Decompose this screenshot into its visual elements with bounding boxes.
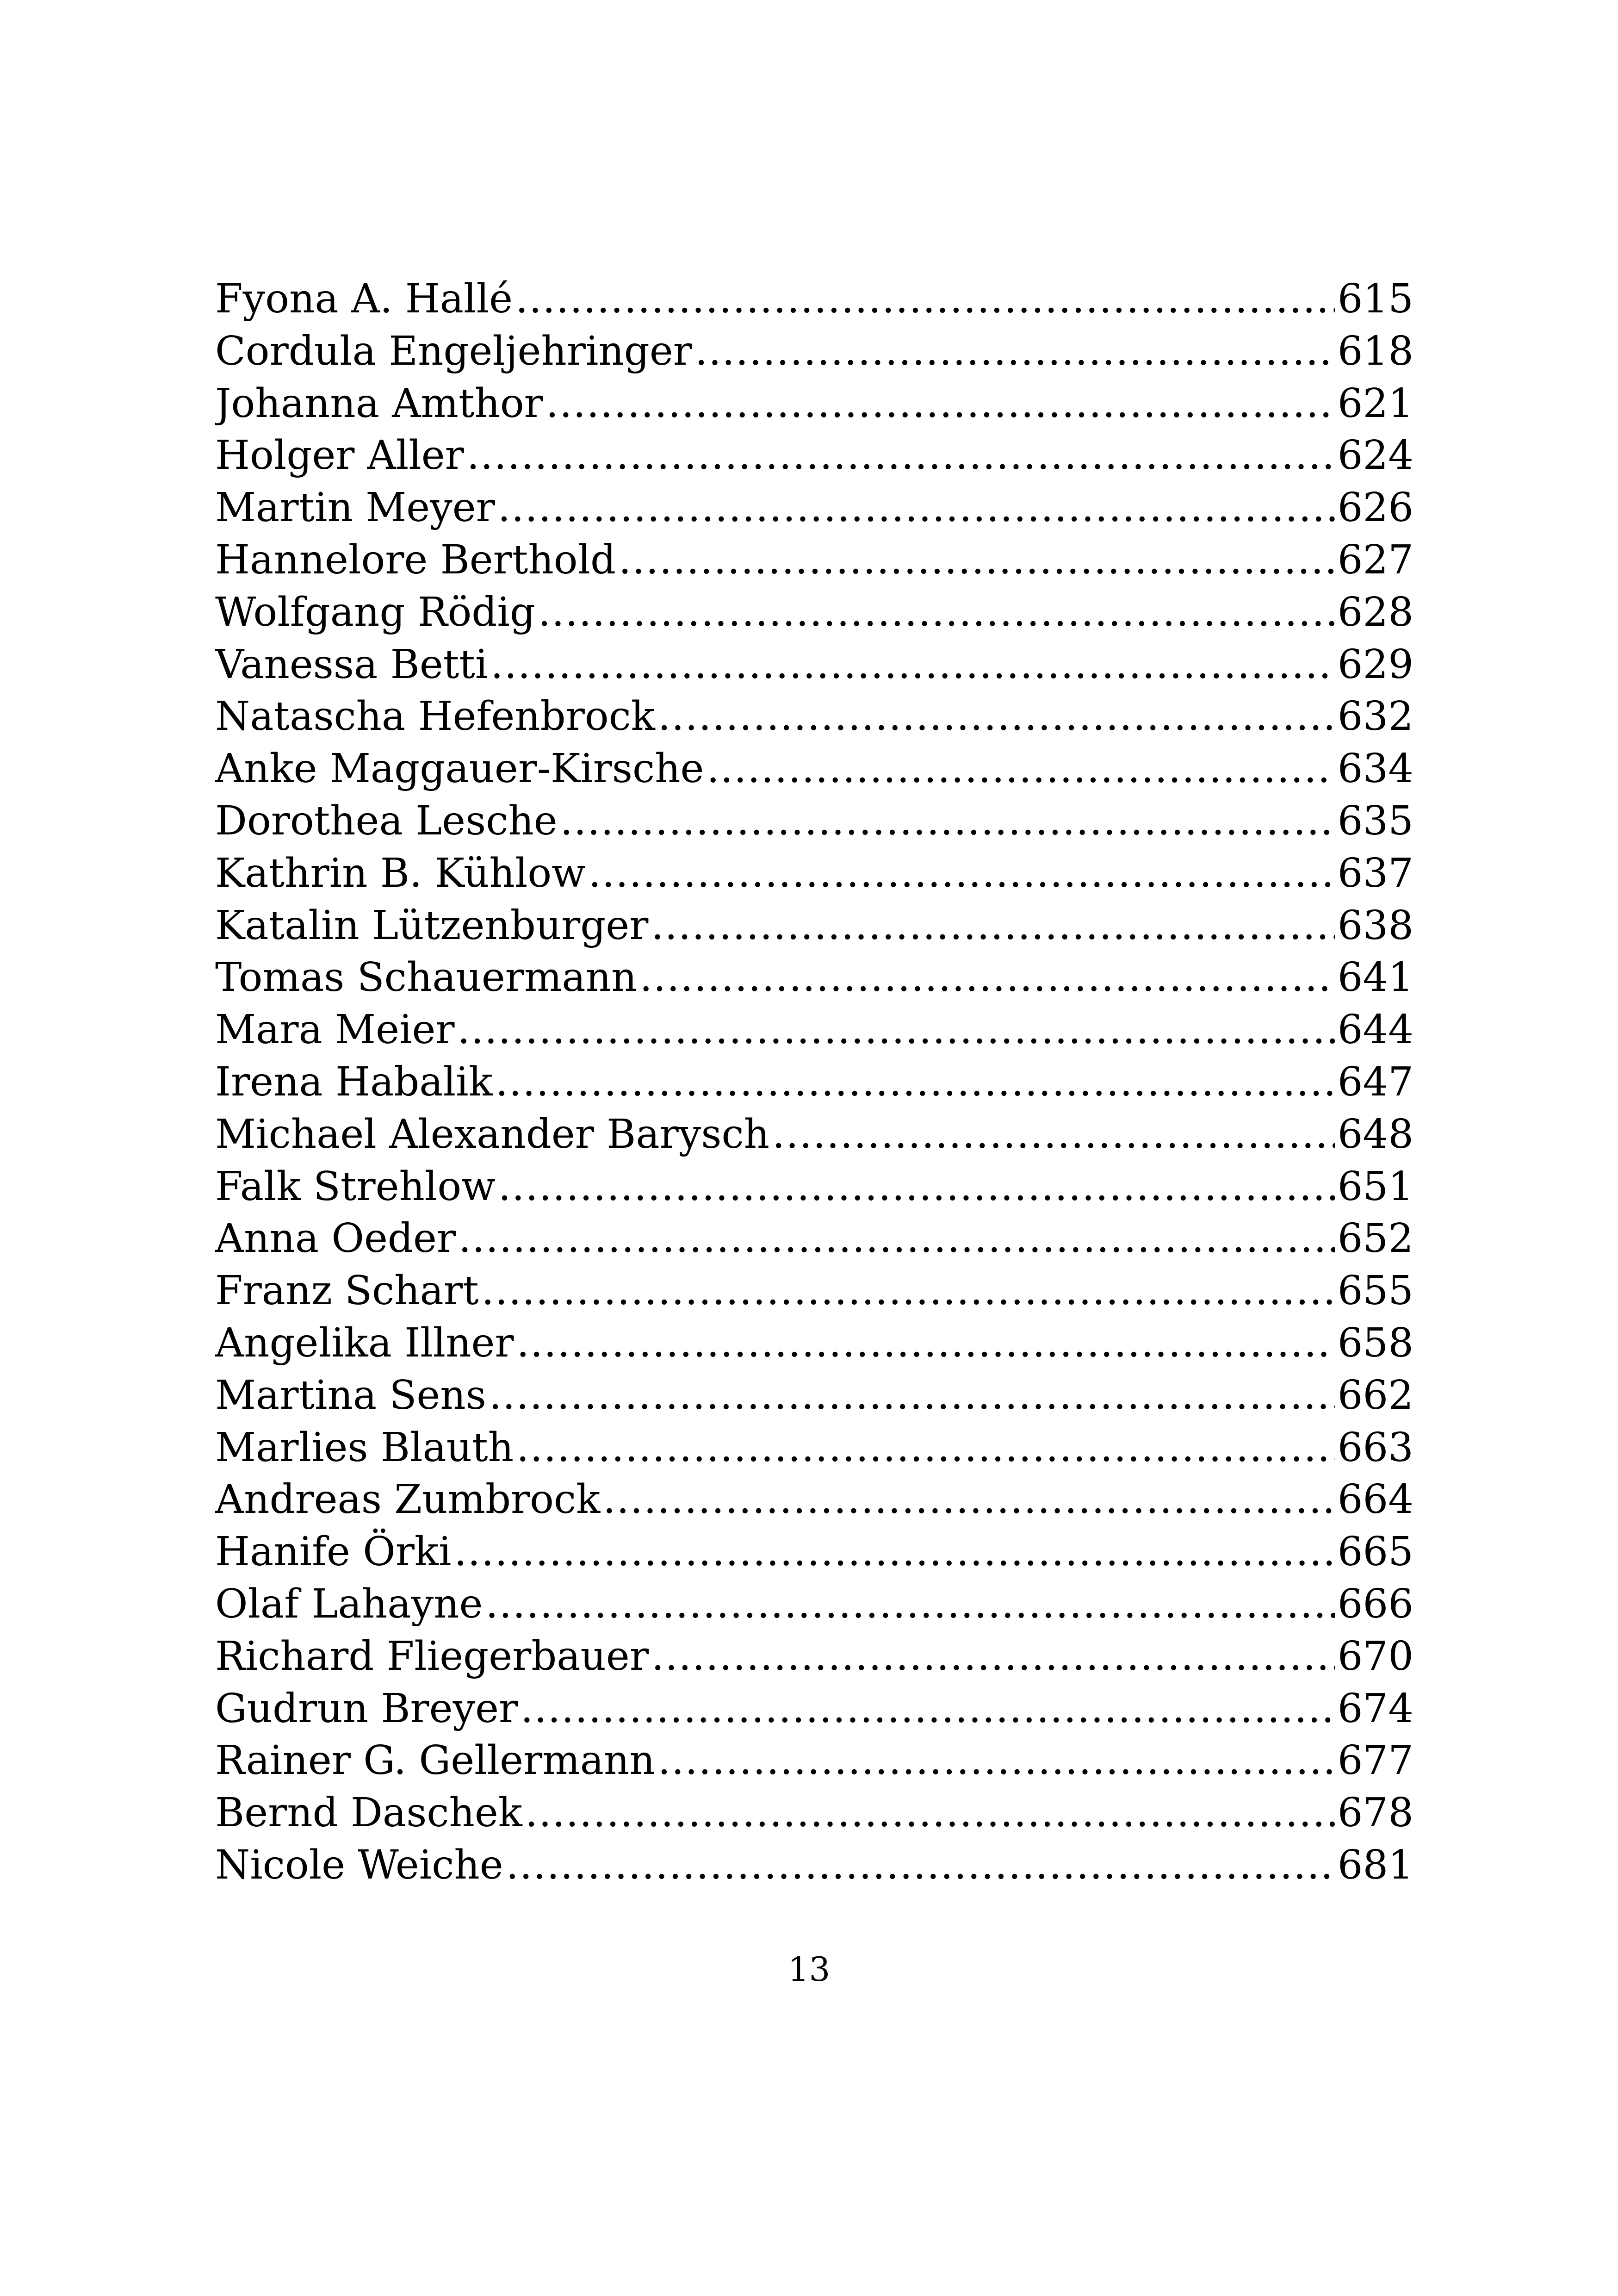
toc-entry-name: Angelika Illner xyxy=(215,1319,514,1366)
toc-entry xyxy=(215,273,1413,325)
toc-entry xyxy=(215,1004,1413,1056)
toc-entry-name: Franz Schart xyxy=(215,1268,479,1314)
toc-entry xyxy=(215,1422,1413,1474)
toc-entry-page: 677 xyxy=(1337,1737,1413,1784)
toc-entry-page: 651 xyxy=(1337,1163,1413,1210)
toc-entry xyxy=(215,1056,1413,1108)
toc-entry-page: 648 xyxy=(1337,1111,1413,1157)
toc-entry xyxy=(215,1735,1413,1787)
toc-entry-page: 634 xyxy=(1337,746,1413,792)
page-number: 13 xyxy=(787,1950,831,1989)
toc-entry-name: Hannelore Berthold xyxy=(215,536,616,583)
toc-entry-name: Cordula Engeljehringer xyxy=(215,328,692,374)
toc-entry-name: Michael Alexander Barysch xyxy=(215,1111,770,1157)
dot-leader xyxy=(707,743,1334,795)
toc-entry-page: 655 xyxy=(1337,1268,1413,1314)
toc-entry-name: Hanife Örki xyxy=(215,1529,452,1575)
table-of-contents xyxy=(215,273,1413,1892)
dot-leader xyxy=(498,482,1335,534)
toc-entry xyxy=(215,847,1413,900)
toc-entry xyxy=(215,482,1413,534)
toc-entry xyxy=(215,691,1413,743)
dot-leader xyxy=(496,1056,1335,1108)
toc-entry xyxy=(215,1526,1413,1578)
dot-leader xyxy=(589,847,1335,900)
toc-entry-name: Martina Sens xyxy=(215,1372,486,1419)
toc-entry-name: Fyona A. Hallé xyxy=(215,276,513,322)
toc-entry xyxy=(215,795,1413,847)
toc-entry-name: Johanna Amthor xyxy=(215,380,543,427)
toc-entry-page: 635 xyxy=(1337,797,1413,844)
toc-entry xyxy=(215,1683,1413,1735)
toc-entry-page: 615 xyxy=(1337,276,1413,322)
dot-leader xyxy=(485,1578,1334,1630)
toc-entry-page: 647 xyxy=(1337,1058,1413,1105)
toc-entry-page: 632 xyxy=(1337,693,1413,740)
toc-entry-name: Kathrin B. Kühlow xyxy=(215,850,586,896)
dot-leader xyxy=(498,1161,1335,1213)
dot-leader xyxy=(525,1787,1335,1839)
toc-entry-name: Natascha Hefenbrock xyxy=(215,693,655,740)
dot-leader xyxy=(489,1369,1335,1422)
toc-entry-page: 666 xyxy=(1337,1580,1413,1627)
toc-entry-page: 658 xyxy=(1337,1319,1413,1366)
dot-leader xyxy=(651,900,1335,952)
dot-leader xyxy=(639,952,1334,1004)
toc-entry-name: Martin Meyer xyxy=(215,485,495,531)
toc-entry-page: 652 xyxy=(1337,1215,1413,1262)
toc-entry xyxy=(215,1317,1413,1369)
toc-entry-name: Falk Strehlow xyxy=(215,1163,496,1210)
dot-leader xyxy=(482,1265,1335,1317)
dot-leader xyxy=(651,1630,1335,1683)
dot-leader xyxy=(506,1839,1335,1892)
toc-entry xyxy=(215,429,1413,482)
toc-entry-name: Wolfgang Rödig xyxy=(215,589,535,635)
toc-entry-page: 621 xyxy=(1337,380,1413,427)
dot-leader xyxy=(538,586,1335,639)
toc-entry xyxy=(215,325,1413,378)
dot-leader xyxy=(515,273,1335,325)
dot-leader xyxy=(467,429,1335,482)
dot-leader xyxy=(546,378,1335,430)
toc-entry xyxy=(215,1630,1413,1683)
toc-entry xyxy=(215,1839,1413,1892)
toc-entry-name: Nicole Weiche xyxy=(215,1842,503,1888)
toc-entry-name: Holger Aller xyxy=(215,432,464,479)
toc-entry-page: 627 xyxy=(1337,536,1413,583)
toc-entry-page: 618 xyxy=(1337,328,1413,374)
toc-entry-name: Katalin Lützenburger xyxy=(215,902,649,949)
toc-entry-page: 678 xyxy=(1337,1790,1413,1836)
dot-leader xyxy=(459,1213,1335,1265)
toc-entry xyxy=(215,586,1413,639)
toc-entry xyxy=(215,1213,1413,1265)
toc-entry-name: Rainer G. Gellermann xyxy=(215,1737,655,1784)
toc-entry xyxy=(215,639,1413,691)
toc-entry-name: Anke Maggauer-Kirsche xyxy=(215,746,704,792)
dot-leader xyxy=(521,1683,1335,1735)
toc-entry xyxy=(215,743,1413,795)
dot-leader xyxy=(517,1317,1335,1369)
toc-entry-page: 626 xyxy=(1337,485,1413,531)
toc-entry-name: Gudrun Breyer xyxy=(215,1685,518,1732)
toc-entry xyxy=(215,1108,1413,1161)
toc-entry-page: 670 xyxy=(1337,1633,1413,1680)
toc-entry-name: Bernd Daschek xyxy=(215,1790,522,1836)
dot-leader xyxy=(772,1108,1335,1161)
toc-entry xyxy=(215,534,1413,586)
toc-entry-page: 664 xyxy=(1337,1476,1413,1523)
toc-entry xyxy=(215,1161,1413,1213)
dot-leader xyxy=(490,639,1334,691)
toc-entry-page: 624 xyxy=(1337,432,1413,479)
toc-entry-name: Andreas Zumbrock xyxy=(215,1476,601,1523)
toc-entry-page: 629 xyxy=(1337,641,1413,688)
toc-entry xyxy=(215,1787,1413,1839)
toc-entry-name: Vanessa Betti xyxy=(215,641,488,688)
toc-entry-name: Irena Habalik xyxy=(215,1058,493,1105)
dot-leader xyxy=(458,1004,1335,1056)
toc-entry-page: 674 xyxy=(1337,1685,1413,1732)
dot-leader xyxy=(658,691,1335,743)
dot-leader xyxy=(454,1526,1334,1578)
dot-leader xyxy=(619,534,1335,586)
toc-entry xyxy=(215,1474,1413,1526)
toc-entry-page: 681 xyxy=(1337,1842,1413,1888)
toc-entry-name: Marlies Blauth xyxy=(215,1424,514,1471)
dot-leader xyxy=(516,1422,1335,1474)
dot-leader xyxy=(603,1474,1335,1526)
toc-entry-name: Tomas Schauermann xyxy=(215,954,637,1001)
toc-entry xyxy=(215,1369,1413,1422)
dot-leader xyxy=(560,795,1335,847)
toc-entry-page: 628 xyxy=(1337,589,1413,635)
toc-entry-page: 638 xyxy=(1337,902,1413,949)
toc-entry-name: Dorothea Lesche xyxy=(215,797,558,844)
toc-entry-name: Olaf Lahayne xyxy=(215,1580,483,1627)
toc-entry-page: 665 xyxy=(1337,1529,1413,1575)
toc-entry xyxy=(215,1265,1413,1317)
dot-leader xyxy=(695,325,1335,378)
toc-entry xyxy=(215,378,1413,430)
toc-entry-page: 644 xyxy=(1337,1007,1413,1053)
toc-entry xyxy=(215,900,1413,952)
toc-entry-name: Anna Oeder xyxy=(215,1215,456,1262)
dot-leader xyxy=(658,1735,1335,1787)
toc-entry-name: Mara Meier xyxy=(215,1007,455,1053)
toc-entry xyxy=(215,1578,1413,1630)
toc-entry-page: 663 xyxy=(1337,1424,1413,1471)
toc-entry-page: 662 xyxy=(1337,1372,1413,1419)
toc-entry-page: 641 xyxy=(1337,954,1413,1001)
toc-entry-page: 637 xyxy=(1337,850,1413,896)
toc-entry xyxy=(215,952,1413,1004)
toc-entry-name: Richard Fliegerbauer xyxy=(215,1633,649,1680)
